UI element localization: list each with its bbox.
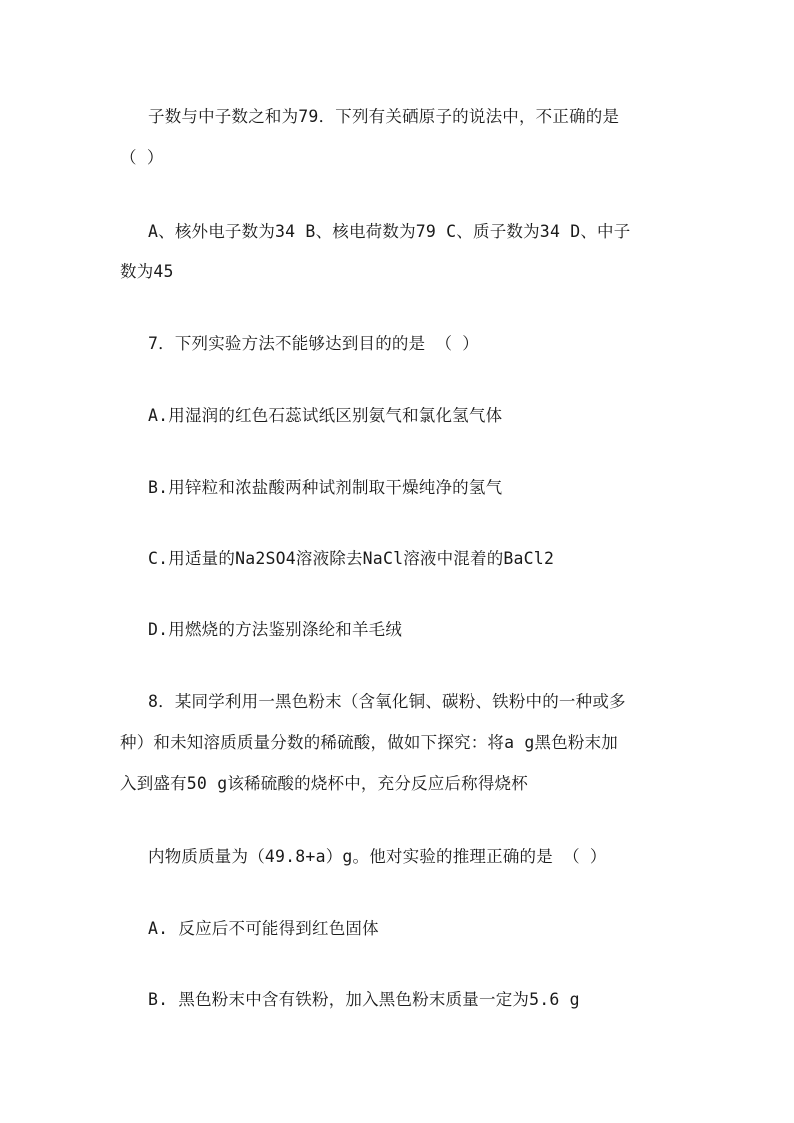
text-line-q8-stem-3: 入到盛有50 g该稀硫酸的烧杯中，充分反应后称得烧杯 bbox=[120, 774, 528, 793]
text-line-q6-stem: 子数与中子数之和为79．下列有关硒原子的说法中，不正确的是 bbox=[148, 107, 620, 126]
text-line-q6-options-cont: 数为45 bbox=[120, 262, 174, 281]
text-line-q8-stem-2: 种）和未知溶质质量分数的稀硫酸，做如下探究：将a g黑色粉末加 bbox=[120, 733, 619, 752]
text-line-q7-option-c: C.用适量的Na2SO4溶液除去NaCl溶液中混着的BaCl2 bbox=[148, 549, 555, 568]
text-line-q8-stem-1: 8．某同学利用一黑色粉末（含氧化铜、碳粉、铁粉中的一种或多 bbox=[148, 692, 626, 711]
text-line-q6-options: A、核外电子数为34 B、核电荷数为79 C、质子数为34 D、中子 bbox=[148, 222, 631, 241]
text-line-q7-option-d: D.用燃烧的方法鉴别涤纶和羊毛绒 bbox=[148, 620, 403, 639]
text-line-q7-stem: 7．下列实验方法不能够达到目的的是 （ ） bbox=[148, 334, 480, 353]
text-line-q7-option-b: B.用锌粒和浓盐酸两种试剂制取干燥纯净的氢气 bbox=[148, 478, 503, 497]
text-line-q8-option-b: B. 黑色粉末中含有铁粉，加入黑色粉末质量一定为5.6 g bbox=[148, 990, 580, 1009]
text-line-q8-stem-4: 内物质质量为（49.8+a）g。他对实验的推理正确的是 （ ） bbox=[148, 847, 607, 866]
text-line-q7-option-a: A.用湿润的红色石蕊试纸区别氨气和氯化氢气体 bbox=[148, 406, 503, 425]
text-line-q8-option-a: A. 反应后不可能得到红色固体 bbox=[148, 919, 379, 938]
text-line-q6-bracket: （ ） bbox=[120, 148, 164, 167]
